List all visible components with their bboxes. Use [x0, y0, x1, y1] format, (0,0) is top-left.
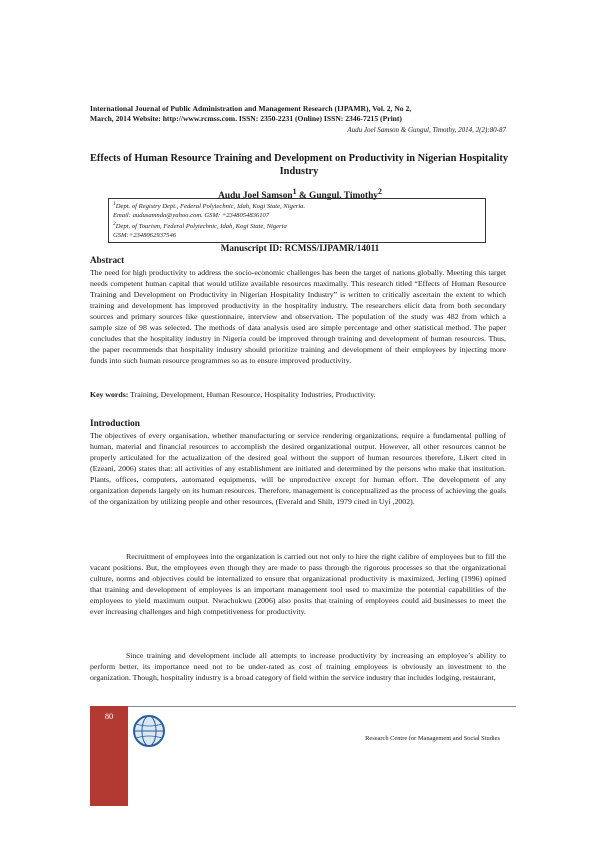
intro-paragraph-2: Recruitment of employees into the organization is carried out not only to hire the right calibre of employees but to fill the vacant positions. But, the employees even though they are made to pass through the rigorous processes so that the organizational culture, norms and objectives could be internalized to ensure that organizational productivity is maximized, Jerling (1996) opined that training and development of employees is an important management tool used to maximize the potential capabilities of the employees to yield maximum output. Nwachukwu (2006) also posits that training of employees could aid businesses to meet the ever increasing challenges and high competitiveness for productivity. — [90, 552, 506, 616]
affiliation-2-text: Dept. of Tourism, Federal Polytechnic, Idah, Kogi State, Nigeria — [115, 223, 287, 231]
intro-paragraph-1: The objectives of every organisation, whether manufacturing or service rendering organizations, require a fundamental pulling of human, material and financial resources to accomplish the desired organizational output. However, all other resources cannot be properly articulated for the actualization of the desired goal without the support of human resources therefore, Likert cited in (Ezeani, 2006) states that: all activities of any establishment are initiated and determined by the persons who make that institution. Plants, offices, computers, automated equipments, will be unproductive except for human effort. The development of any organization depends largely on its human resources. Therefore, management is conceptualized as the process of achieving the goals of the organization by utilizing people and other resources, (Everald and Shilt, 1979 cited in Uyi ,2002). — [90, 431, 506, 506]
page-number: 80 — [104, 712, 114, 721]
author-1-sup: 1 — [292, 187, 297, 196]
affiliation-line-3 — [113, 220, 481, 231]
affiliation-1-sup: 1 — [113, 201, 116, 207]
affiliation-line-2: Email: audusamnda@yahoo.com. GSM: +2348054836107 — [113, 212, 270, 220]
keywords-text: Training, Development, Human Resource, Hospitality Industries, Productivity. — [130, 390, 376, 399]
author-1: Audu Joel Samson — [218, 191, 293, 202]
keywords-label: Key words: — [90, 390, 129, 399]
footer-rule — [90, 706, 516, 707]
introduction-heading: Introduction — [90, 418, 140, 428]
journal-line-2: March, 2014 Website: http://www.rcmss.com. ISSN: 2350-2231 (Online) ISSN: 2346-7215 (Print) — [90, 114, 402, 123]
affiliation-line-1 — [113, 200, 481, 211]
abstract-text: The need for high productivity to address the socio-economic challenges has been the target of nations globally. Meeting this target needs competent human capital that would utilize available resources maximally. This research titled “Effects of Human Resource Training and Development on Productivity in Nigerian Hospitality Industry” is written to critically ascertain the extent to which training and development has improved productivity in the hospitality industry. The researchers elicit data from both secondary sources and primary sources like questionnaire, interview and observation. The population of the study was 482 from which a sample size of 98 was selected. The methods of data analysis used are simple percentage and other statistical method. The paper concludes that the hospitality industry in Nigeria could be improved through training and development of human resources. Thus, the paper recommends that hospitality industry should prioritize training and development of their employees by injecting more funds into such human resource programmes so as to ensure improved productivity. — [90, 268, 506, 365]
author-2-sup: 2 — [377, 187, 382, 196]
journal-line-1: International Journal of Public Administration and Management Research (IJPAMR), Vol. 2, No 2, — [90, 104, 412, 113]
page-number-box — [90, 706, 128, 806]
citation: Audu Joel Samson & Gungul, Timothy, 2014, 2(2):80-87 — [347, 126, 506, 134]
author-separator: & — [296, 191, 310, 202]
manuscript-id: Manuscript ID: RCMSS/IJPAMR/14011 — [220, 243, 380, 253]
publisher-name: Research Centre for Management and Social Studies — [365, 735, 500, 742]
abstract-heading: Abstract — [90, 255, 125, 265]
affiliation-line-4: GSM:+2348062937546 — [113, 232, 177, 240]
author-2: Gungul, Timothy — [309, 191, 378, 202]
affiliation-2-sup: 2 — [113, 221, 116, 228]
keywords — [90, 390, 506, 399]
journal-header — [90, 104, 510, 124]
affiliation-1-text: Dept. of Registry Dept., Federal Polytechnic, Idah, Kogi State, Nigeria. — [115, 203, 306, 211]
globe-logo-icon — [132, 714, 166, 748]
paper-title: Effects of Human Resource Training and Development on Productivity in Nigerian Hospitality Industry — [89, 153, 509, 177]
intro-paragraph-3: Since training and development include all attempts to increase productivity by increasing an employee’s ability to perform better, its importance need not to be under-rated as cost of training employees is obviously an investment to the organization. Though, hospitality industry is a broad category of field within the service industry that includes lodging, restaurant, — [90, 651, 506, 682]
affiliations-box — [108, 198, 486, 243]
